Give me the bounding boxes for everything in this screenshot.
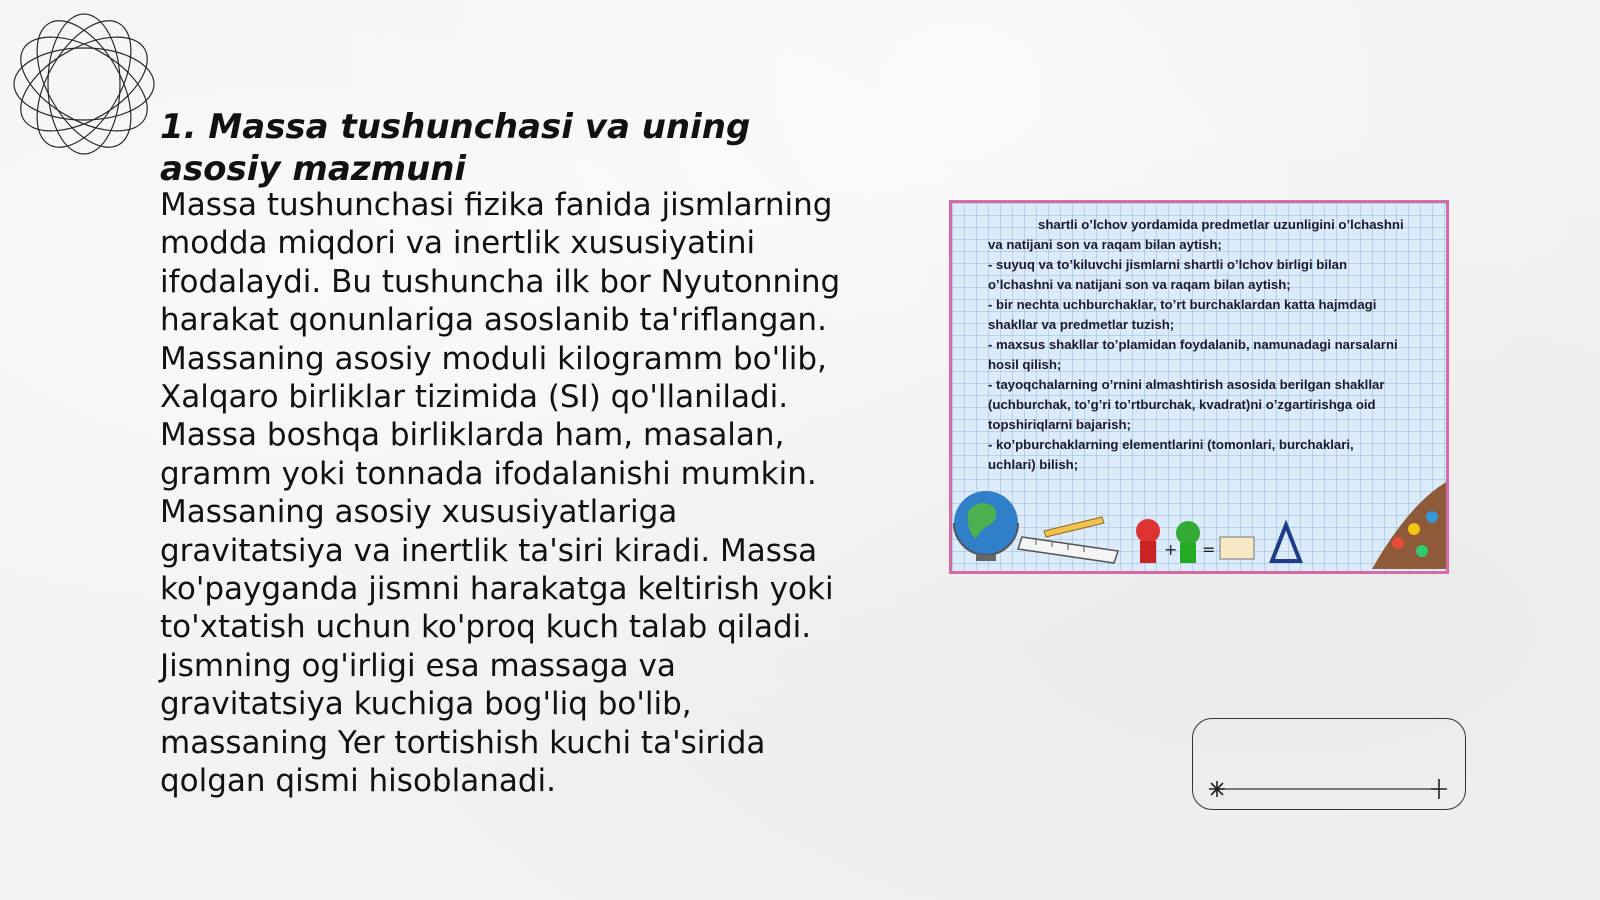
textbook-figure [949, 200, 1449, 574]
figure-text-list [988, 215, 1438, 475]
figure-text-line: shartli o’lchov yordamida predmetlar uzunligini o’lchashni [1038, 217, 1404, 232]
sparkle-star-icon [1209, 781, 1225, 797]
slide-title: 1. Massa tushunchasi va uning asosiy mazmuni [160, 107, 751, 189]
figure-text-line: - maxsus shakllar to’plamidan foydalanib, namunadagi narsalarni [988, 337, 1398, 352]
figure-text-line: va natijani son va raqam bilan aytish; [988, 237, 1222, 252]
svg-text:=: = [1202, 540, 1216, 559]
circular-line-ornament-icon [10, 10, 158, 158]
decorative-line [1193, 719, 1467, 811]
figure-text-line: hosil qilish; [988, 357, 1062, 372]
figure-text-line: uchlari) bilish; [988, 457, 1079, 472]
figure-text-line: - ko’pburchaklarning elementlarini (tomonlari, burchaklari, [988, 437, 1354, 452]
ruler-icon [1018, 537, 1118, 563]
figure-illustration [952, 451, 1449, 571]
figure-text-line: - bir nechta uchburchaklar, to’rt burchaklardan katta hajmdagi [988, 297, 1377, 312]
decorative-line-box [1192, 718, 1466, 810]
slide-body-text: Massa tushunchasi fizika fanida jismlarning modda miqdori va inertlik xususiyatini ifodalaydi. Bu tushuncha ilk bor Nyutonning harakat qonunlariga asoslanib ta'riflangan. Massaning asosiy moduli kilogramm bo'lib, Xalqaro birliklar tizimida (SI) qo'llaniladi. Massa boshqa birliklarda ham, masalan, gramm yoki tonnada ifodalanishi mumkin. Massaning asosiy xususiyatlariga gravitatsiya va inertlik ta'siri kiradi. Massa ko'payganda jismni harakatga keltirish yoki to'xtatish uchun ko'proq kuch talab qiladi. Jismning og'irligi esa massaga va gravitatsiya kuchiga bog'liq bo'lib, massaning Yer tortishish kuchi ta'sirida qolgan qismi hisoblanadi. [160, 187, 841, 800]
figure-text-line: - suyuq va to’kiluvchi jismlarni shartli o’lchov birligi bilan [988, 257, 1348, 272]
globe-icon [954, 491, 1018, 561]
svg-text:+: + [1164, 540, 1178, 559]
figure-text-line: topshiriqlarni bajarish; [988, 417, 1131, 432]
figure-text-line: o’lchashni va natijani son va raqam bilan aytish; [988, 277, 1291, 292]
pencil-icon [1044, 517, 1104, 537]
cross-star-icon [1431, 779, 1447, 799]
figure-text-line: - tayoqchalarning o’rnini almashtirish asosida berilgan shakllar [988, 377, 1385, 392]
figure-text-line: (uchburchak, to’g’ri to’rtburchak, kvadrat)ni o’zgartirishga oid [988, 397, 1376, 412]
figure-text-line: shakllar va predmetlar tuzish; [988, 317, 1175, 332]
paint-palette-icon [1372, 479, 1449, 569]
math-figures-icon [1136, 519, 1300, 563]
